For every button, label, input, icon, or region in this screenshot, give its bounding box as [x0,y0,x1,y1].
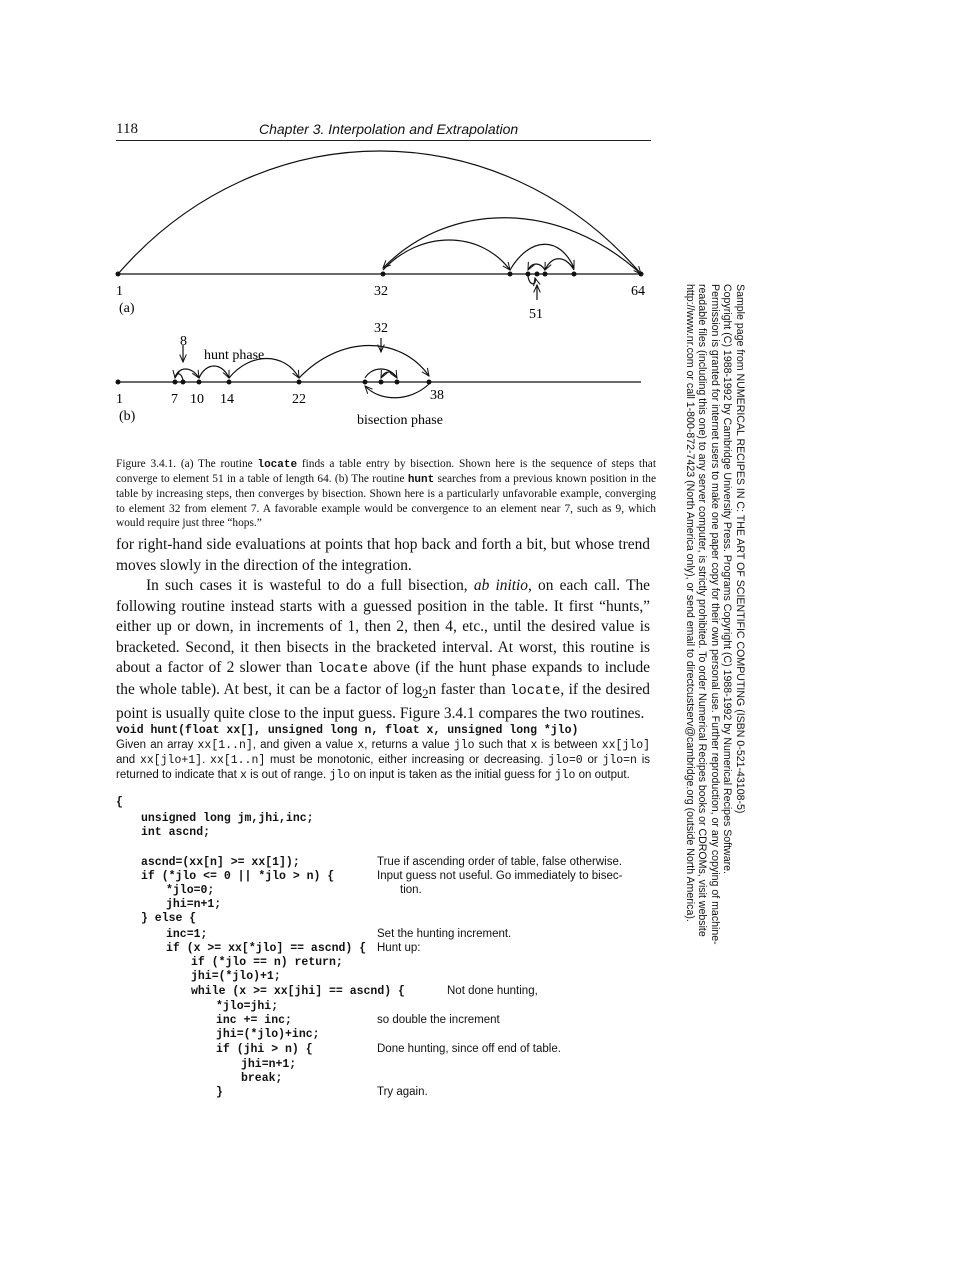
code-line: { [116,796,123,809]
desc-code: jlo=n [602,754,637,768]
desc-text: is between [537,739,602,751]
para-text: In such cases it is wasteful to do a full bisection, [146,577,474,594]
code-line: inc += inc; [216,1014,292,1027]
sidebar-line: Copyright (C) 1988-1992 by Cambridge University Press. Programs Copyright (C) 1988-1992 by Numerical Recipes Software. [721,284,734,874]
bisection-phase-label: bisection phase [357,413,443,428]
desc-text: , and given a value [252,739,358,751]
code-line: inc=1; [166,928,208,941]
figure-caption [116,457,656,530]
panel-label-b: (b) [119,409,136,424]
desc-text: is out of range. [246,769,330,782]
hunt-phase-label: hunt phase [204,348,265,363]
code-line: *jlo=jhi; [216,1000,279,1013]
desc-text: such that [474,739,531,751]
code-line: jhi=(*jlo)+1; [191,970,281,983]
bisect-arc-1 [365,384,429,398]
para-code-locate: locate [317,661,368,677]
figure-3-4-1 [100,150,660,440]
function-description [116,738,650,784]
function-signature: void hunt(float xx[], unsigned long n, float x, unsigned long *jlo) [116,724,579,737]
code-comment: Input guess not useful. Go immediately to bisec- [377,870,623,882]
tick-label-32: 32 [374,284,388,299]
code-line: ascnd=(xx[n] >= xx[1]); [141,856,300,869]
code-comment: Set the hunting increment. [377,928,512,940]
code-comment: Done hunting, since off end of table. [377,1043,561,1055]
para-code-locate: locate [509,682,561,699]
body-paragraph-1: for right-hand side evaluations at points that hop back and forth a bit, but whose trend moves slowly in the direction of the integration. [116,536,650,574]
desc-code: xx[1..n] [197,739,253,752]
figure-part-a [118,151,641,300]
code-comment: tion. [400,884,422,896]
caption-text: Figure 3.4.1. (a) The routine [116,458,258,470]
code-comment: Try again. [377,1086,428,1098]
desc-code: jlo [329,769,351,783]
target-label-51: 51 [529,307,543,322]
bisect-arc-3 [381,372,397,378]
code-line: jhi=n+1; [166,898,222,911]
para-text: , on each call. The following routine instead starts with a guessed position in the table. It first “hunts,” either up or down, in increments of 1, then 2, then 4, etc., until the desired value is bracketed. Second, it then bisects in the bracketed interval. At worst, this routine is about a factor of 2 slower than [116,577,651,676]
code-comment: Hunt up: [377,942,421,954]
para-subscript: 2 [422,686,429,701]
bisection-arc-7 [528,276,535,284]
sidebar-line: http://www.nr.com or call 1-800-872-7423 (North America only), or send email to directcustserv@cambridge.org (outside North America). [683,284,696,922]
code-line: jhi=(*jlo)+inc; [216,1028,320,1041]
code-line: unsigned long jm,jhi,inc; [141,812,314,825]
bisection-arc-6 [528,264,545,270]
desc-code: x [530,739,538,752]
desc-text: or [582,754,603,767]
caption-code-locate: locate [257,459,298,471]
tick-label-1: 1 [116,284,123,299]
target-label-32: 32 [374,321,388,336]
sidebar-line: Permission is granted for internet users to make one paper copy for their own personal use. Further reproduction, or any copying of machine- [708,284,721,945]
para-italic: ab initio [473,577,528,594]
figure-part-b [118,338,641,398]
desc-text: and [116,754,140,767]
desc-text: , returns a value [364,739,454,751]
code-line: } [216,1086,223,1099]
code-line: int ascnd; [141,826,211,839]
para-text: above (if the hunt phase expands to include the whole table). At best, it can be a factor of log [116,659,651,698]
code-comment: Not done hunting, [447,985,538,997]
sidebar-line: Sample page from NUMERICAL RECIPES IN C: THE ART OF SCIENTIFIC COMPUTING (ISBN 0-521-43108-5) [734,284,746,814]
code-line: if (*jlo == n) return; [191,956,343,969]
sidebar-line: readable files (including this one) to any server computer, is strictly prohibited. To order Numerical Recipes books or CDROMs, visit website [696,284,709,937]
panel-label-a: (a) [119,301,135,316]
tick-label-b-1: 1 [116,392,123,407]
para-text: n faster than [428,680,510,698]
code-line: jhi=n+1; [241,1058,297,1071]
code-line: } else { [141,912,197,925]
header-rule [116,140,651,141]
code-line: *jlo=0; [166,884,215,897]
tick-label-14: 14 [220,392,234,407]
desc-code: xx[jlo+1] [139,754,203,768]
desc-code: jlo [554,769,576,783]
desc-text: on output. [575,769,630,782]
desc-text: Given an array [116,739,198,751]
bisection-arc-2 [383,218,641,274]
running-head: Chapter 3. Interpolation and Extrapolation [259,121,519,137]
desc-text: must be monotonic, either increasing or decreasing. [265,754,549,767]
code-line: if (x >= xx[*jlo] == ascnd) { [166,942,367,955]
tick-label-22: 22 [292,392,306,407]
hunt-arc-3 [199,366,229,378]
desc-code: xx[1..n] [210,754,266,768]
code-line: while (x >= xx[jhi] == ascnd) { [191,985,405,998]
code-line: if (jhi > n) { [216,1043,313,1056]
caption-code-hunt: hunt [407,474,435,487]
hunt-arc-5 [299,345,429,378]
desc-text: . [202,754,211,767]
desc-code: jlo [453,739,475,752]
page-number: 118 [116,121,138,137]
body-paragraph-2 [116,576,650,725]
tick-label-38: 38 [430,388,444,403]
start-label-8: 8 [180,334,187,349]
caption-text: searches from a previous known position in the table by increasing steps, then converges by bisection. Shown here is a particularly unfavorable example, converging to element 32 from element 7. A favorable example would be convergence to an element near 7, such as 9, which would require just three “hops.” [116,473,656,529]
para-text: , if the desired point is usually quite close to the input guess. Figure 3.4.1 compares the two routines. [116,680,650,723]
bisection-arc-3 [383,240,510,270]
code-line: break; [241,1072,283,1085]
code-line: if (*jlo <= 0 || *jlo > n) { [141,870,335,883]
desc-text: is returned to indicate that [116,754,651,782]
copyright-sidebar [666,284,746,1044]
code-comment: True if ascending order of table, false otherwise. [377,856,623,868]
desc-text: on input is taken as the initial guess for [350,769,555,782]
desc-code: x [240,769,247,783]
tick-label-64: 64 [631,284,645,299]
caption-text: finds a table entry by bisection. Shown here is the sequence of steps that converge to element 51 in a table of length 64. (b) The routine [116,458,656,486]
bisection-arc-1 [118,151,641,274]
desc-code: xx[jlo] [601,739,650,752]
desc-code: jlo=0 [548,754,583,768]
desc-code: x [357,739,365,752]
tick-label-10: 10 [190,392,204,407]
code-comment: so double the increment [377,1014,500,1026]
tick-label-7: 7 [171,392,178,407]
